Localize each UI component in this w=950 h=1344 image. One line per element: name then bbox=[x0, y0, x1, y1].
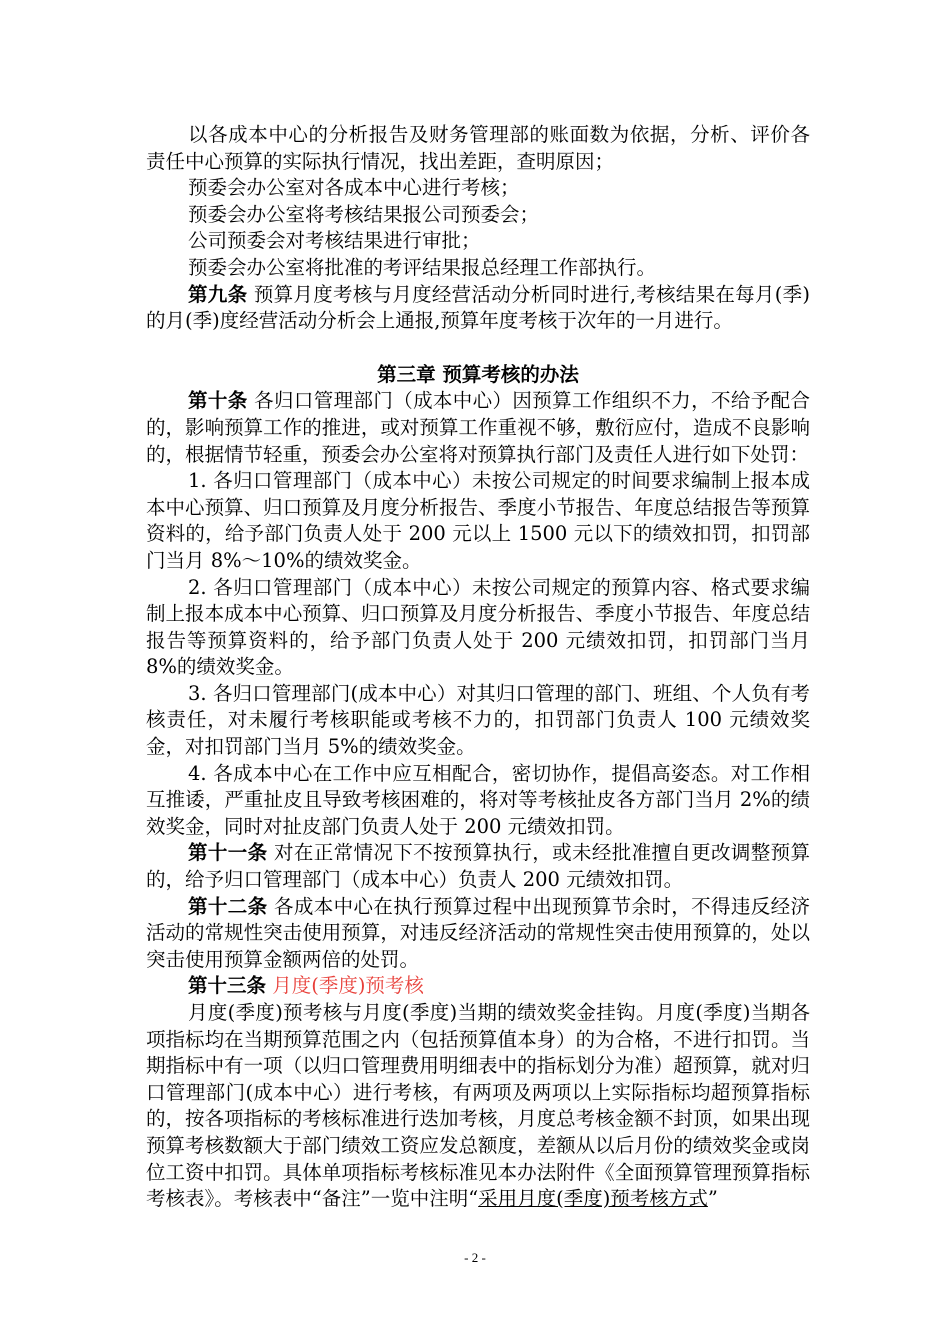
paragraph: 预委会办公室对各成本中心进行考核； bbox=[188, 176, 520, 200]
list-item: 2. 各归口管理部门（成本中心）未按公司规定的预算内容、格式要求编制上报本成本中心预算、归口预算及月度分析报告、季度小节报告、年度总结报告等预算资料的，给予部门负责人处于 200 元绩效扣罚，扣罚部门当月 8%的绩效奖金。 bbox=[146, 575, 810, 679]
paragraph: 预委会办公室将批准的考评结果报总经理工作部执行。 bbox=[188, 255, 657, 279]
paragraph: 公司预委会对考核结果进行审批； bbox=[188, 229, 481, 253]
article-label: 第十二条 bbox=[188, 894, 268, 918]
article-text: 各归口管理部门（成本中心）因预算工作组织不力，不给予配合的，影响预算工作的推进，或对预算工作重视不够，敷衍应付，造成不良影响的，根据情节轻重，预委会办公室将对预算执行部门及责任人进行如下处罚： bbox=[146, 389, 810, 466]
article-label: 第十条 bbox=[188, 389, 248, 413]
paragraph: 以各成本中心的分析报告及财务管理部的账面数为依据，分析、评价各责任中心预算的实际执行情况，找出差距，查明原因； bbox=[146, 123, 810, 173]
article-text: 预算月度考核与月度经营活动分析同时进行,考核结果在每月(季)的月(季)度经营活动分析会上通报,预算年度考核于次年的一月进行。 bbox=[146, 282, 810, 333]
article-9 bbox=[146, 282, 810, 335]
underlined-text: 采用月度(季度)预考核方式 bbox=[478, 1187, 708, 1211]
list-item: 1. 各归口管理部门（成本中心）未按公司规定的时间要求编制上报本成本中心预算、归口预算及月度分析报告、季度小节报告、年度总结报告等预算资料的，给予部门负责人处于 200 元以上 1500 元以下的绩效扣罚，扣罚部门当月 8%～10%的绩效奖金。 bbox=[146, 469, 810, 572]
document-body bbox=[146, 122, 810, 1213]
page-number: - 2 - bbox=[464, 1250, 486, 1265]
article-13 bbox=[146, 973, 810, 1000]
article-text: 对在正常情况下不按预算执行，或未经批准擅自更改调整预算的，给予归口管理部门（成本中心）负责人 200 元绩效扣罚。 bbox=[146, 841, 810, 892]
article-13-body bbox=[146, 1000, 810, 1213]
article-label: 第九条 bbox=[188, 282, 248, 306]
article-label: 第十三条 bbox=[188, 974, 267, 998]
spacer bbox=[146, 335, 810, 362]
article-11 bbox=[146, 840, 810, 893]
closing-quote: ” bbox=[707, 1187, 718, 1211]
article-text: 月度(季度)预考核与月度(季度)当期的绩效奖金挂钩。月度(季度)当期各项指标均在当期预算范围之内（包括预算值本身）的为合格，不进行扣罚。当期指标中有一项（以归口管理费用明细表中的指标划分为准）超预算，就对归口管理部门(成本中心）进行考核，有两项及两项以上实际指标均超预算指标的，按各项指标的考核标准进行迭加考核，月度总考核金额不封顶，如果出现预算考核数额大于部门绩效工资应发总额度，差额从以后月份的绩效奖金或岗位工资中扣罚。具体单项指标考核标准见本办法附件《全面预算管理预算指标考核表》。考核表中“备注”一览中注明“ bbox=[146, 1001, 810, 1211]
article-label: 第十一条 bbox=[188, 841, 268, 865]
article-12 bbox=[146, 894, 810, 974]
article-text: 各成本中心在执行预算过程中出现预算节余时，不得违反经济活动的常规性突击使用预算，对违反经济活动的常规性突击使用预算的，处以突击使用预算金额两倍的处罚。 bbox=[146, 894, 810, 971]
paragraph: 预委会办公室将考核结果报公司预委会； bbox=[188, 202, 540, 226]
list-item: 3. 各归口管理部门(成本中心）对其归口管理的部门、班组、个人负有考核责任，对未履行考核职能或考核不力的，扣罚部门负责人 100 元绩效奖金，对扣罚部门当月 5%的绩效奖金。 bbox=[146, 681, 810, 759]
article-10 bbox=[146, 388, 810, 468]
article-heading: 月度(季度)预考核 bbox=[272, 974, 424, 998]
chapter-heading: 第三章 预算考核的办法 bbox=[377, 362, 579, 386]
list-item: 4. 各成本中心在工作中应互相配合，密切协作，提倡高姿态。对工作相互推诿，严重扯皮且导致考核困难的，将对等考核扯皮各方部门当月 2%的绩效奖金，同时对扯皮部门负责人处于 200 元绩效扣罚。 bbox=[146, 761, 810, 838]
